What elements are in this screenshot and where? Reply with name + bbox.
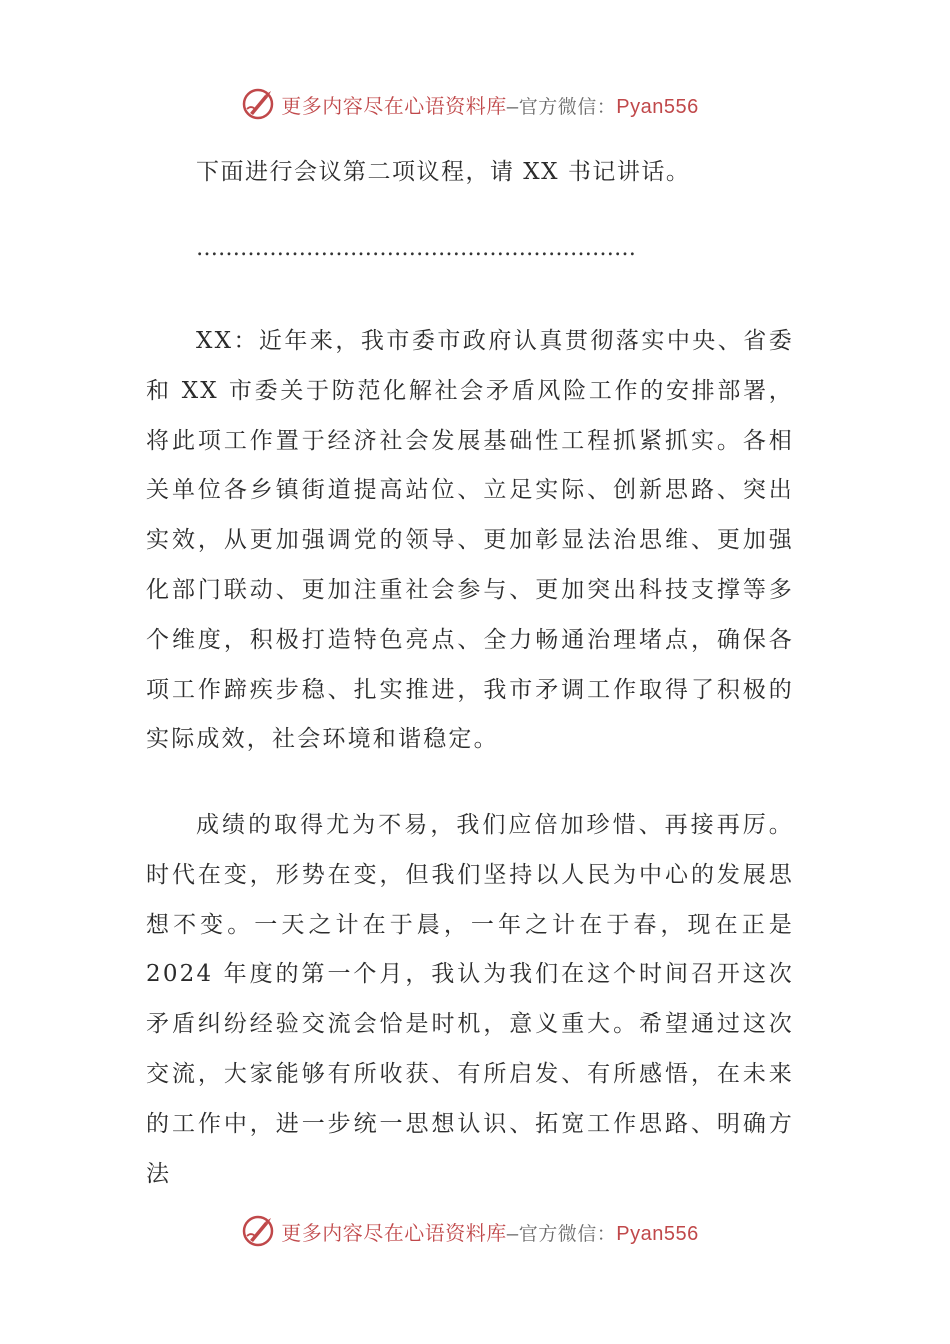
header-banner (0, 84, 950, 124)
document-body (146, 147, 796, 197)
quill-pen-logo-icon (241, 1214, 275, 1248)
banner-dash-text: —官方微信： (506, 95, 617, 118)
intro-line: 下面进行会议第二项议程，请 XX 书记讲话。 (196, 159, 691, 185)
separator-dots: …………………………………………………… (196, 236, 636, 261)
paragraph-2: 成绩的取得尤为不易，我们应倍加珍惜、再接再厉。时代在变，形势在变，但我们坚持以人民为中心的发展思想不变。一天之计在于晨，一年之计在于春，现在正是 2024 年度的第一个月，我认为我们在这个时间召开这次矛盾纠纷经验交流会恰是时机，意义重大。希望通过这次交流，大家能够有所收获、有所启发、有所感悟，在未来的工作中，进一步统一思想认识、拓宽工作思路、明确方法 (146, 812, 794, 1187)
banner-wechat-id: Pyan556 (616, 95, 699, 118)
banner-text (281, 1217, 698, 1246)
banner-dash-text: —官方微信： (506, 1222, 617, 1245)
quill-pen-logo-icon (241, 87, 275, 121)
footer-banner (0, 1211, 950, 1251)
banner-wechat-id: Pyan556 (616, 1222, 699, 1245)
paragraph-1: XX：近年来，我市委市政府认真贯彻落实中央、省委和 XX 市委关于防范化解社会矛盾风险工作的安排部署，将此项工作置于经济社会发展基础性工程抓紧抓实。各相关单位各乡镇街道提高站位、立足实际、创新思路、突出实效，从更加强调党的领导、更加彰显法治思维、更加强化部门联动、更加注重社会参与、更加突出科技支撑等多个维度，积极打造特色亮点、全力畅通治理堵点，确保各项工作蹄疾步稳、扎实推进，我市矛调工作取得了积极的实际成效，社会环境和谐稳定。 (146, 328, 794, 753)
banner-main-text: 更多内容尽在心语资料库 (281, 1220, 507, 1245)
banner-main-text: 更多内容尽在心语资料库 (281, 93, 507, 118)
banner-text (281, 90, 698, 119)
